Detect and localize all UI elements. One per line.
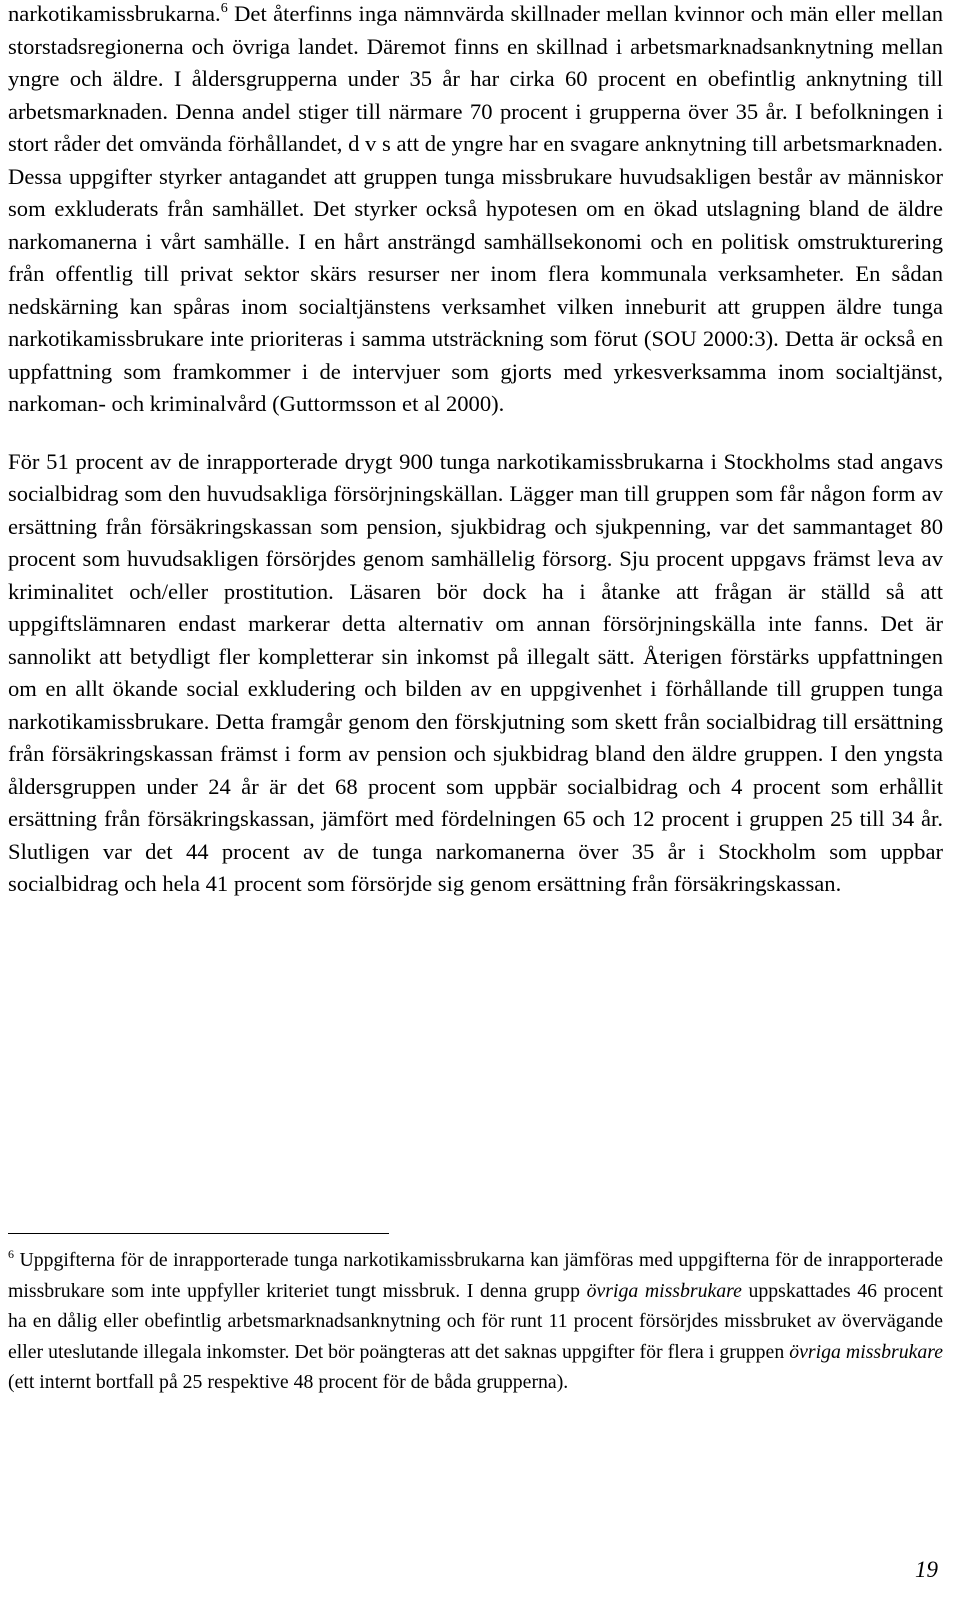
paragraph-1-text: Det återfinns inga nämnvärda skillnader mellan kvinnor och män eller mellan storstadsregionerna och övriga landet. Däremot finns en skillnad i arbetsmarknadsanknytning mellan yngre och äldre. I åldersgrupperna under 35 år har cirka 60 procent en obefintlig anknytning till arbetsmarknaden. Denna andel stiger till närmare 70 procent i grupperna över 35 år. I befolkningen i stort råder det omvända förhållandet, d v s att de yngre har en svagare anknytning till arbetsmarknaden. Dessa uppgifter styrker antagandet att gruppen tunga missbrukare huvudsakligen består av människor som exkluderats från samhället. Det styrker också hypotesen om en ökad utslagning bland de äldre narkomanerna i vårt samhälle. I en hårt ansträngd samhällsekonomi och en politisk omstrukturering från offentlig till privat sektor skärs resurser ner inom flera kommunala verksamheter. En sådan nedskärning kan spåras inom socialtjänstens verksamhet vilken inneburit att gruppen äldre tunga narkotikamissbrukare inte prioriteras i samma utsträckning som förut (SOU 2000:3). Detta är också en uppfattning som framkommer i de intervjuer som gjorts med yrkesverksamma inom socialtjänst, narkoman- och kriminalvård (Guttormsson et al 2000). <box>8 1 943 416</box>
footnote-number: 6 <box>8 1247 14 1261</box>
footnote-text-a: Uppgifterna för de inrapporterade tunga narkotikamissbrukarna kan jämföras med uppgifterna för de inrapporterade missbrukare som inte uppfyller kriteriet tungt missbruk. I denna grupp <box>8 1249 943 1302</box>
footnote-separator <box>8 1233 389 1234</box>
footnote-italic-b: övriga missbrukare <box>789 1340 943 1363</box>
paragraph-1-start: narkotikamissbrukarna. <box>8 1 221 26</box>
page-number: 19 <box>915 1557 938 1582</box>
footnote <box>8 1245 943 1398</box>
paragraph-2: För 51 procent av de inrapporterade drygt 900 tunga narkotikamissbrukarna i Stockholms stad angavs socialbidrag som den huvudsakliga försörjningskällan. Lägger man till gruppen som får någon form av ersättning från försäkringskassan som pension, sjukbidrag och sjukpenning, var det sammantaget 80 procent som huvudsakligen försörjdes genom samhällelig försorg. Sju procent uppgavs främst leva av kriminalitet och/eller prostitution. Läsaren bör dock ha i åtanke att frågan är ställd så att uppgiftslämnaren endast markerar detta alternativ om annan försörjningskälla inte fanns. Det är sannolikt att betydligt fler kompletterar sin inkomst på illegalt sätt. Återigen förstärks uppfattningen om en allt ökande social exkludering och bilden av en uppgivenhet i förhållande till gruppen tunga narkotikamissbrukare. Detta framgår genom den förskjutning som skett från socialbidrag till ersättning från försäkringskassan främst i form av pension och sjukbidrag bland den äldre gruppen. I den yngsta åldersgruppen under 24 år är det 68 procent som uppbär socialbidrag och 4 procent som erhållit ersättning från försäkringskassan, jämfört med fördelningen 65 och 12 procent i gruppen 25 till 34 år. Slutligen var det 44 procent av de tunga narkomanerna över 35 år i Stockholm som uppbar socialbidrag och hela 41 procent som försörjde sig genom ersättning från försäkringskassan. <box>8 448 943 896</box>
paragraph-1 <box>8 0 943 421</box>
footnote-text-b: uppskattades 46 procent ha en dålig eller obefintlig arbetsmarknadsanknytning och för runt 11 procent försörjdes missbruket av övervägande eller uteslutande illegala inkomster. Det bör poängteras att det saknas uppgifter för flera i gruppen <box>8 1279 943 1363</box>
footnote-italic-a: övriga missbrukare <box>586 1279 742 1302</box>
document-page <box>8 0 943 901</box>
footnote-text-c: (ett internt bortfall på 25 respektive 48 procent för de båda grupperna). <box>8 1371 569 1394</box>
footnote-reference[interactable]: 6 <box>220 1 228 16</box>
